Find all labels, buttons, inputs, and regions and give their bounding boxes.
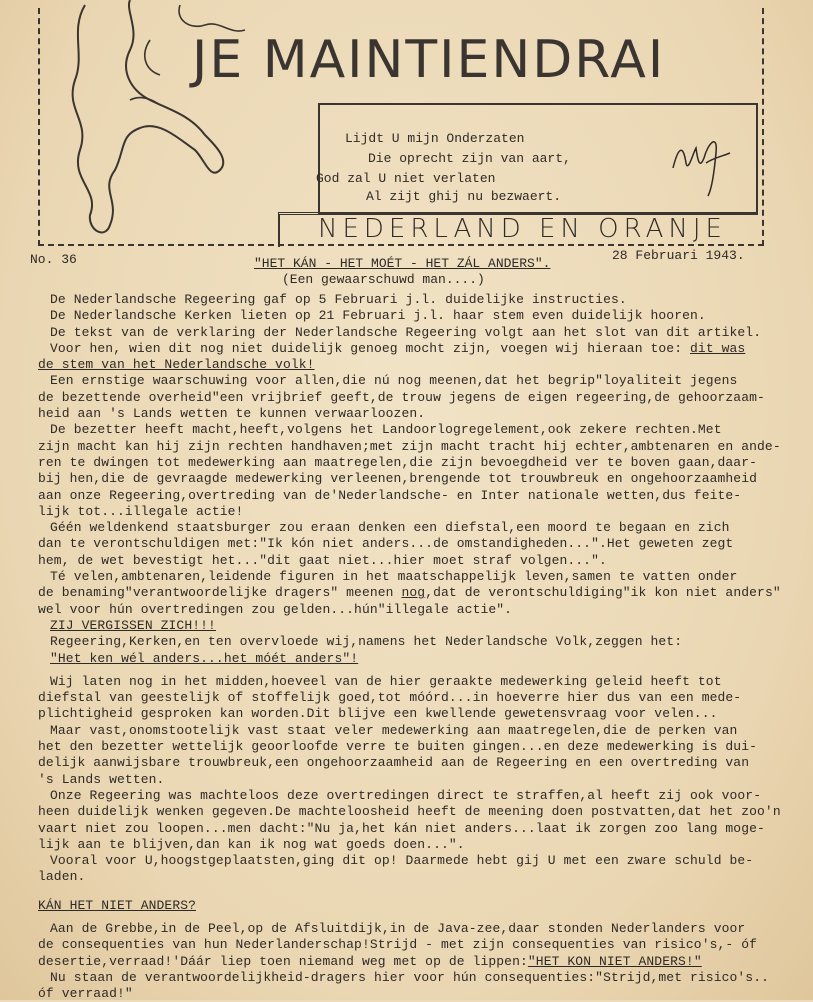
subheadline: (Een gewaarschuwd man....) — [282, 272, 485, 287]
motto: NEDERLAND EN ORANJE — [318, 214, 727, 244]
text-line — [38, 954, 808, 970]
emphasis: nog — [401, 585, 426, 601]
text-line: De Nederlandsche Kerken lieten op 21 Februari j.l. haar stem even duidelijk hooren. — [50, 308, 706, 324]
emphasis-line: de stem van het Nederlandsche volk! — [38, 357, 315, 373]
text-line: Onze Regeering was machteloos deze overtredingen direct te straffen,al heeft zij ook voor- — [50, 787, 762, 803]
text-line: dan te verontschuldigen met:"Ik kón niet anders...de omstandigheden...".Het geweten zegt — [38, 536, 734, 552]
text-line — [38, 341, 808, 357]
text-line: Wij laten nog in het midden,hoeveel van de hier geraakte medewerking geleid heeft tot — [50, 673, 722, 689]
text-line: De bezetter heeft macht,heeft,volgens het Landoorlogregelement,ook zekere rechten.Met — [50, 422, 722, 438]
poem-line: Al zijt ghij nu bezwaert. — [366, 189, 562, 204]
section-heading: KÁN HET NIET ANDERS? — [38, 897, 197, 913]
text-line: heen duidelijk wenken gegeven.De machteloosheid heeft de meening doen postvatten,dat het zoo'n — [38, 804, 781, 820]
text-line: De tekst van de verklaring der Nederlandsche Regeering volgt aan het slot van dit artikel. — [50, 324, 762, 340]
text-line: hem, de wet bevestigt het..."dit gaat niet...hier moet straf volgen...". — [38, 552, 607, 568]
text-line: Regeering,Kerken,en ten overvloede wij,namens het Nederlandsche Volk,zeggen het: — [50, 634, 683, 650]
text-line: De Nederlandsche Regeering gaf op 5 Februari j.l. duidelijke instructies. — [50, 292, 627, 307]
text-line: de consequenties van hun Nederlanderschap!Strijd - met zijn consequenties van risico's,- óf — [38, 937, 758, 953]
masthead-title: JE MAINTIENDRAI — [192, 30, 666, 90]
text-line: bij hen,die de gevraagde medewerking verleenen,brengende tot trouwbreuk en ongehoorzaamheid — [38, 471, 758, 487]
text-line: delijk aanwijsbare trouwbreuk,een ongehoorzaamheid aan de Regeering en een overtreding van — [38, 755, 750, 771]
text-line: óf verraad!" — [38, 986, 133, 1002]
issue-date: 28 Februari 1943. — [612, 248, 745, 263]
text-line: Géén weldenkend staatsburger zou eraan denken een diefstal,een moord te begaan en zich — [50, 520, 730, 536]
text-span: Voor hen, wien dit nog niet duidelijk genoeg mocht zijn, voegen wij hieraan toe: — [50, 340, 691, 356]
text-span: desertie,verraad!'Dáár liep toen niemand weg met op de lippen: — [38, 953, 528, 969]
text-line: heid aan 's Lands wetten te kunnen verwaarloozen. — [38, 406, 426, 422]
poem-line: God zal U niet verlaten — [316, 171, 496, 186]
text-line: laden. — [38, 869, 86, 885]
text-line: Aan de Grebbe,in de Peel,op de Afsluitdijk,in de Java-zee,daar stonden Nederlanders voor — [50, 920, 746, 936]
text-span: de benaming"verantwoordelijke dragers" meenen — [38, 585, 402, 601]
text-line: diefstal van geestelijk of stoffelijk goed,tot móórd...in hoeverre hier dus van een mede- — [38, 690, 742, 706]
text-line: ren te dwingen tot medewerking aan maatregelen,die zijn bevoegdheid ver te boven gaan,daar- — [38, 454, 758, 470]
issue-number: No. 36 — [30, 252, 77, 267]
text-line: de bezettende overheid"een vrijbrief geeft,de trouw jegens de eigen regeering,de gehoorzaam- — [38, 389, 765, 405]
text-line — [38, 585, 808, 601]
text-line: Maar vast,onomstootelijk vast staat veler medewerking aan maatregelen,die de perken van — [50, 722, 738, 738]
text-line: vaart niet zou loopen...men dacht:"Nu ja,het kán niet anders...laat ik zorgen zoo lang moge- — [38, 820, 765, 836]
emphasis-line: ZIJ VERGISSEN ZICH!!! — [50, 617, 216, 633]
emphasis: "HET KON NIET ANDERS!" — [527, 953, 702, 969]
signature-icon — [668, 118, 738, 198]
text-line: Nu staan de verantwoordelijkheid-dragers hier voor hún consequenties:"Strijd,met risico's.. — [50, 969, 770, 985]
text-line: wel voor hún overtredingen zou gelden...hún"illegale actie". — [38, 601, 513, 617]
emphasis-line: "Het ken wél anders...het móét anders"! — [50, 650, 359, 666]
poem-line: Die oprecht zijn van aart, — [368, 151, 571, 166]
text-line: aan onze Regeering,overtreding van de'Nederlandsche- en Inter nationale wetten,dus feite- — [38, 487, 742, 503]
text-line: het den bezetter wettelijk geoorloofde verre te buiten gingen...en deze medewerking is dui- — [38, 739, 758, 755]
article-body — [38, 292, 808, 1002]
emphasis: dit was — [690, 340, 746, 356]
text-line: zijn macht kan hij zijn rechten handhaven;met zijn macht tracht hij echter,ambtenaren en ande- — [38, 438, 781, 454]
poem-line: Lijdt U mijn Onderzaten — [345, 131, 525, 146]
text-line: lijk tot...illegale actie! — [38, 503, 244, 519]
text-line: Té velen,ambtenaren,leidende figuren in het maatschappelijk leven,samen te vatten onder — [50, 569, 738, 585]
text-line: Een ernstige waarschuwing voor allen,die nú nog meenen,dat het begrip"loyaliteit jegens — [50, 373, 738, 389]
text-line: 's Lands wetten. — [38, 771, 165, 787]
text-line: plichtigheid gesproken kan worden.Dit blijve een kwellende gewetensvraag voor velen... — [38, 706, 718, 722]
text-span: ,dat de verontschuldiging"ik kon niet anders" — [425, 585, 781, 601]
text-line: Vooral voor U,hoogstgeplaatsten,ging dit op! Daarmede hebt gij U met een zware schuld be- — [50, 853, 754, 869]
headline: "HET KÁN - HET MOÉT - HET ZÁL ANDERS". — [254, 256, 551, 271]
text-line: lijk aan te blijven,dan kan ik nog wat goeds doen...". — [38, 836, 465, 852]
